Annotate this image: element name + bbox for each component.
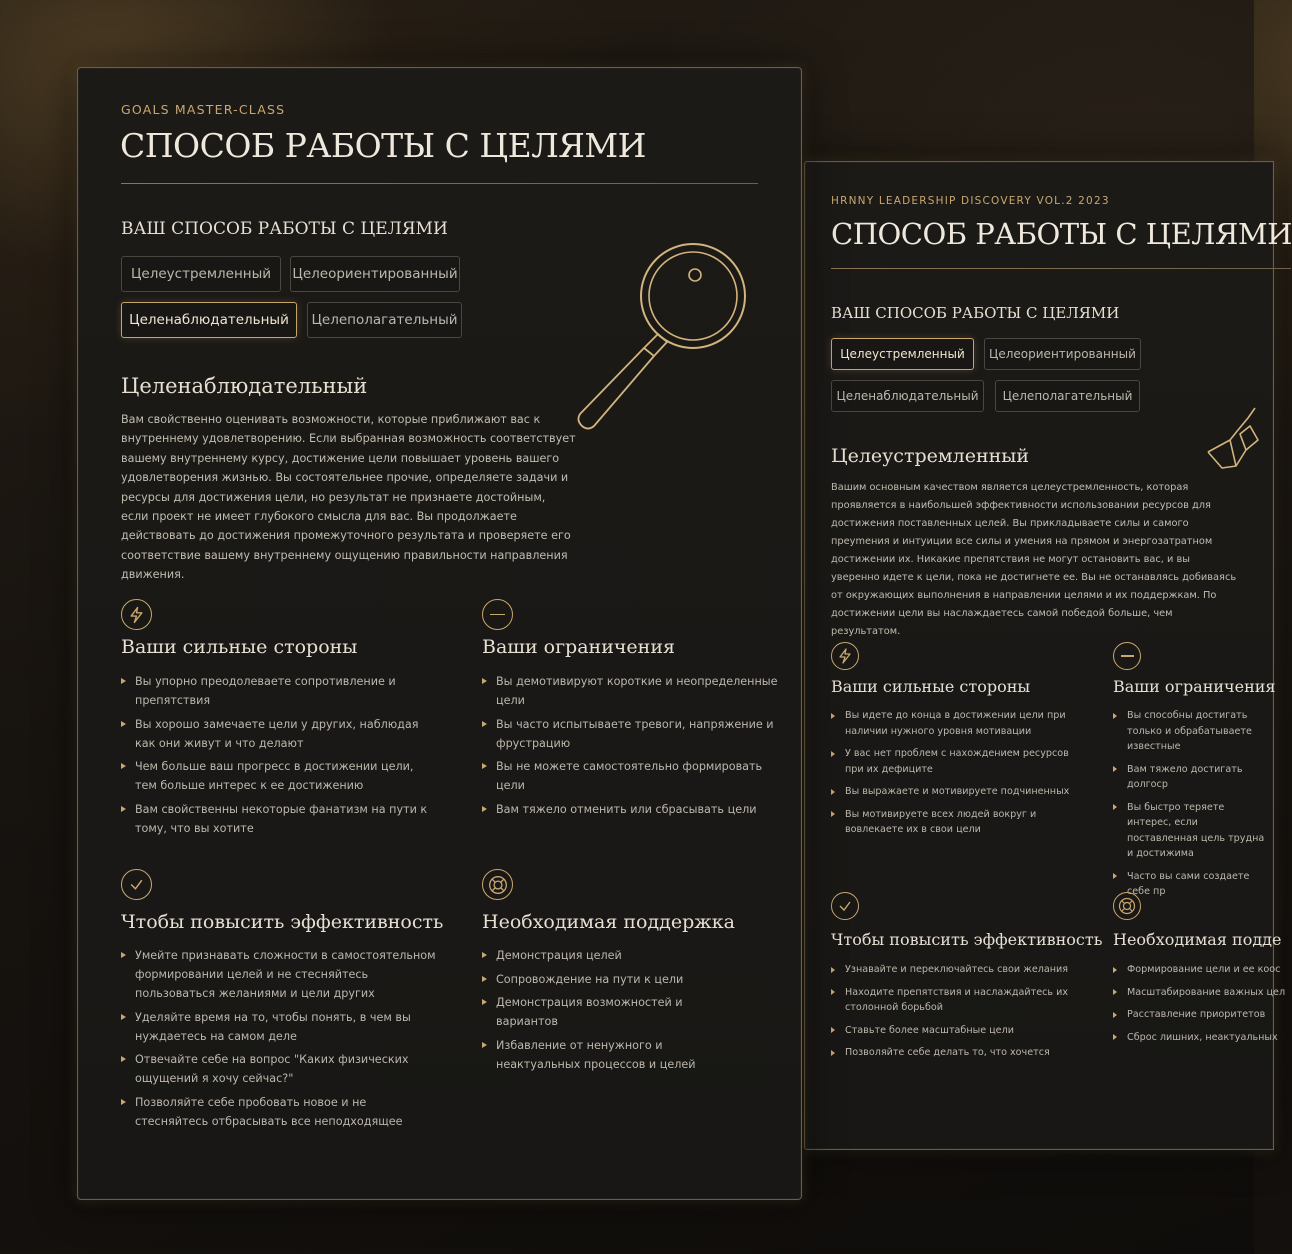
check-circle-icon	[121, 869, 152, 900]
list-item: Вам тяжело достигать долгоср	[1127, 762, 1267, 793]
list-item: Вы хорошо замечаете цели у других, наблюдая как они живут и что делают	[135, 715, 435, 753]
lifebuoy-icon	[1113, 892, 1141, 920]
list-item: Вы способны достигать только и обрабатываете известные	[1127, 708, 1267, 755]
type-heading: Целенаблюдательный	[121, 374, 368, 398]
minus-circle-icon	[482, 599, 513, 630]
strengths-title: Ваши сильные стороны	[831, 677, 1031, 696]
limits-list	[1127, 708, 1267, 907]
efficiency-title: Чтобы повысить эффективность	[121, 911, 444, 933]
page-title: СПОСОБ РАБОТЫ С ЦЕЛЯМИ	[831, 217, 1292, 251]
lifebuoy-icon	[482, 869, 513, 900]
list-item: Умейте признавать сложности в самостоятельном формировании целей и не стесняйтесь пользоваться желаниями и цели других	[135, 946, 440, 1003]
list-item: Демонстрация целей	[496, 946, 731, 965]
section-subtitle: ВАШ СПОСОБ РАБОТЫ С ЦЕЛЯМИ	[831, 304, 1120, 322]
list-item: Ставьте более масштабные цели	[845, 1023, 1090, 1039]
strengths-list	[135, 672, 435, 842]
check-circle-icon	[831, 892, 859, 920]
support-title: Необходимая поддержка	[482, 911, 735, 933]
list-item: Формирование цели и ее коос	[1127, 962, 1267, 978]
list-item: Расставление приоритетов	[1127, 1007, 1267, 1023]
title-divider	[831, 268, 1291, 269]
efficiency-title: Чтобы повысить эффективность	[831, 930, 1103, 949]
list-item: У вас нет проблем с нахождением ресурсов при их дефиците	[845, 746, 1090, 777]
strengths-title: Ваши сильные стороны	[121, 636, 358, 658]
list-item: Позволяйте себе пробовать новое и не стесняйтесь отбрасывать все неподходящее	[135, 1093, 440, 1131]
chip-goal-observant[interactable]: Целенаблюдательный	[121, 302, 297, 338]
support-title: Необходимая подде	[1113, 930, 1282, 949]
support-list	[1127, 962, 1286, 1052]
lightning-icon	[121, 599, 152, 630]
list-item: Вы быстро теряете интерес, если поставленная цель трудна и достижима	[1127, 800, 1267, 862]
list-item: Сопровождение на пути к цели	[496, 970, 731, 989]
list-item: Уделяйте время на то, чтобы понять, в чем вы нуждаетесь на самом деле	[135, 1008, 440, 1046]
limits-list	[496, 672, 786, 823]
list-item: Вам тяжело отменить или сбрасывать цели	[496, 800, 786, 819]
chip-goal-setting[interactable]: Целеполагательный	[307, 302, 462, 338]
chip-purposeful[interactable]: Целеустремленный	[831, 338, 974, 370]
list-item: Вы идете до конца в достижении цели при наличии нужного уровня мотивации	[845, 708, 1090, 739]
list-item: Вы не можете самостоятельно формировать цели	[496, 757, 786, 795]
strengths-list	[845, 708, 1090, 845]
list-item: Избавление от ненужного и неактуальных процессов и целей	[496, 1036, 731, 1074]
type-description: Вам свойственно оценивать возможности, которые приближают вас к внутреннему удовлетворению. Если выбранная возможность соответствует вашему внутреннему курсу, достижение цели повышает уровень вашего удовлетворения жизнью. Вы состоятельнее прочие, определяете задачи и ресурсы для достижения цели, но результат не признаете достойным, если проект не имеет глубокого смысла для вас. Вы продолжаете действовать до достижения промежуточного результата и проверяете его соответствие вашему внутреннему ощущению правильности направления движения.	[121, 413, 576, 582]
list-item: Позволяйте себе делать то, что хочется	[845, 1045, 1090, 1061]
lightning-icon	[831, 642, 859, 670]
efficiency-list	[845, 962, 1090, 1068]
minus-circle-icon	[1113, 642, 1141, 670]
arrow-target-icon	[1200, 400, 1270, 480]
support-list	[496, 946, 731, 1078]
chip-goal-observant[interactable]: Целенаблюдательный	[831, 380, 984, 412]
back-card	[804, 161, 1292, 1150]
list-item: Вы мотивируете всех людей вокруг и вовлекаете их в свои цели	[845, 807, 1090, 838]
chip-goal-setting[interactable]: Целеполагательный	[995, 380, 1140, 412]
type-description: Вашим основным качеством является целеустремленность, которая проявляется в наибольшей эффективности использовании ресурсов для достижения поставленных целей. Вы прикладываете силы и самого преуmения и интуиции все силы и умения на прямом и энергозатратном достижении их. Никакие препятствия не могут остановить вас, и вы уверенно идете к цели, пока не достигнете ее. Вы не останавлясь добиваясь от окружающих выполнения в направлении целями и их поддержкам. По достижении цели вы наслаждаетесь самой победой больше, чем результатом.	[831, 482, 1237, 637]
list-item: Узнавайте и переключайтесь свои желания	[845, 962, 1090, 978]
section-subtitle: ВАШ СПОСОБ РАБОТЫ С ЦЕЛЯМИ	[121, 219, 448, 239]
list-item: Масштабирование важных цел	[1127, 985, 1267, 1001]
chip-purposeful[interactable]: Целеустремленный	[121, 256, 281, 292]
list-item: Чем больше ваш прогресс в достижении цели, тем больше интерес к ее достижению	[135, 757, 435, 795]
title-divider	[121, 183, 758, 184]
chip-goal-oriented[interactable]: Целеориентированный	[290, 256, 460, 292]
type-heading: Целеустремленный	[831, 445, 1030, 467]
list-item: Вам свойственны некоторые фанатизм на пути к тому, что вы хотите	[135, 800, 435, 838]
list-item: Вы демотивируют короткие и неопределенные цели	[496, 672, 786, 710]
list-item: Часто вы сами создаете себе пр	[1127, 869, 1267, 900]
limits-title: Ваши ограничения	[482, 636, 675, 658]
page-title: СПОСОБ РАБОТЫ С ЦЕЛЯМИ	[120, 126, 646, 165]
eyebrow: HRNNY LEADERSHIP DISCOVERY VOL.2 2023	[831, 195, 1110, 207]
chip-goal-oriented[interactable]: Целеориентированный	[984, 338, 1141, 370]
eyebrow: GOALS MASTER-CLASS	[121, 102, 286, 117]
list-item: Вы выражаете и мотивируете подчиненных	[845, 784, 1090, 800]
list-item: Находите препятствия и наслаждайтесь их столонной борьбой	[845, 985, 1090, 1016]
list-item: Демонстрация возможностей и вариантов	[496, 993, 731, 1031]
list-item: Отвечайте себе на вопрос "Каких физических ощущений я хочу сейчас?"	[135, 1050, 440, 1088]
list-item: Вы часто испытываете тревоги, напряжение и фрустрацию	[496, 715, 786, 753]
limits-title: Ваши ограничения	[1113, 677, 1276, 696]
front-card	[77, 67, 802, 1200]
magnifier-icon	[570, 238, 760, 443]
list-item: Сброс лишних, неактуальных	[1127, 1030, 1267, 1046]
efficiency-list	[135, 946, 440, 1135]
list-item: Вы упорно преодолеваете сопротивление и препятствия	[135, 672, 435, 710]
